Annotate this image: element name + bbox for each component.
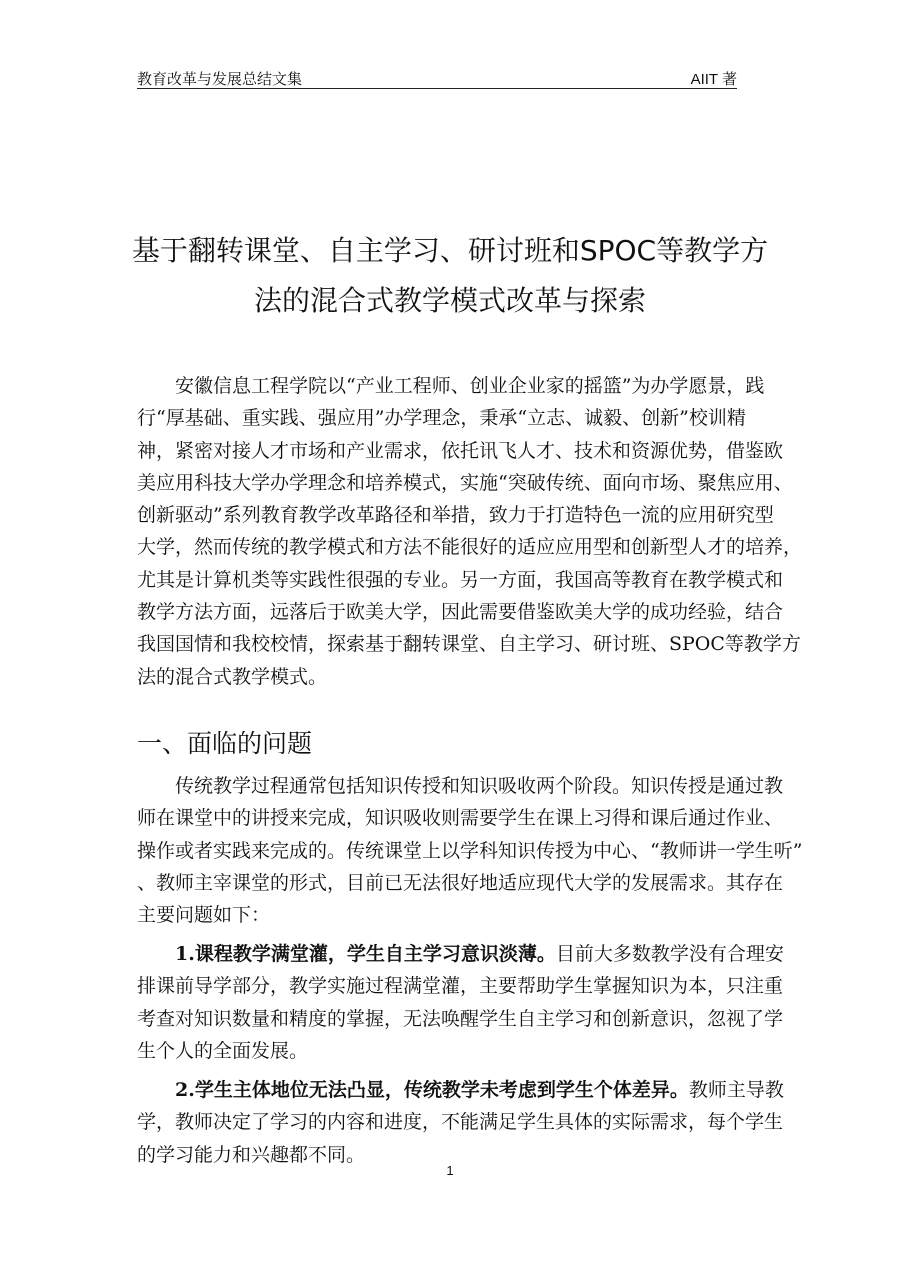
document-title bbox=[100, 226, 800, 326]
text-line: 大学，然而传统的教学模式和方法不能很好的适应应用型和创新型人才的培养， bbox=[137, 536, 803, 559]
text-line: 神，紧密对接人才市场和产业需求，依托讯飞人才、技术和资源优势，借鉴欧 bbox=[137, 439, 784, 462]
text-line bbox=[137, 1074, 784, 1106]
problem-item-2 bbox=[137, 1074, 784, 1171]
text-line: 我国国情和我校校情，探索基于翻转课堂、自主学习、研讨班、SPOC等教学方 bbox=[137, 633, 801, 656]
page-number: 1 bbox=[446, 1163, 454, 1178]
text-line: 创新驱动”系列教育教学改革路径和举措，致力于打造特色一流的应用研究型 bbox=[137, 504, 774, 527]
text-line: 考查对知识数量和精度的掌握，无法唤醒学生自主学习和创新意识，忽视了学 bbox=[137, 1007, 784, 1030]
text-line: 主要问题如下： bbox=[137, 904, 271, 927]
header-collection-title: 教育改革与发展总结文集 bbox=[137, 70, 303, 88]
text-line: 生个人的全面发展。 bbox=[137, 1039, 309, 1062]
text-line: 操作或者实践来完成的。传统课堂上以学科知识传授为中心、“教师讲一学生听” bbox=[137, 839, 803, 862]
title-line: 基于翻转课堂、自主学习、研讨班和SPOC等教学方 bbox=[131, 234, 769, 267]
section-paragraph bbox=[137, 770, 803, 931]
text-line: 学，教师决定了学习的内容和进度，不能满足学生具体的实际需求，每个学生 bbox=[137, 1111, 784, 1134]
text-line: 的学习能力和兴趣都不同。 bbox=[137, 1143, 366, 1166]
header-author: AIIT 著 bbox=[690, 71, 737, 88]
text-line: 师在课堂中的讲授来完成，知识吸收则需要学生在课上习得和课后通过作业、 bbox=[137, 807, 784, 830]
text-line: 美应用科技大学办学理念和培养模式，实施“突破传统、面向市场、聚焦应用、 bbox=[137, 471, 793, 494]
text-line: 、教师主宰课堂的形式，目前已无法很好地适应现代大学的发展需求。其存在 bbox=[137, 871, 784, 894]
item-heading: 2.学生主体地位无法凸显，传统教学未考虑到学生个体差异。 bbox=[137, 1079, 689, 1101]
text-line: 教学方法方面，远落后于欧美大学，因此需要借鉴欧美大学的成功经验，结合 bbox=[137, 601, 784, 624]
text-line: 排课前导学部分，教学实施过程满堂灌，主要帮助学生掌握知识为本，只注重 bbox=[137, 975, 784, 998]
item-heading: 1.课程教学满堂灌，学生自主学习意识淡薄。 bbox=[137, 943, 556, 965]
problem-item-1 bbox=[137, 938, 784, 1067]
text-line: 安徽信息工程学院以“产业工程师、创业企业家的摇篮”为办学愿景，践 bbox=[137, 375, 765, 397]
running-header bbox=[137, 66, 737, 89]
item-text: 教师主导教 bbox=[688, 1079, 784, 1101]
intro-paragraph bbox=[137, 370, 803, 693]
text-line bbox=[137, 938, 784, 970]
text-line: 传统教学过程通常包括知识传授和知识吸收两个阶段。知识传授是通过教 bbox=[137, 775, 784, 797]
text-line: 法的混合式教学模式。 bbox=[137, 665, 328, 688]
text-line: 行“厚基础、重实践、强应用”办学理念，秉承“立志、诚毅、创新”校训精 bbox=[137, 407, 746, 430]
title-line: 法的混合式教学模式改革与探索 bbox=[253, 284, 646, 317]
section-heading: 一、面临的问题 bbox=[137, 729, 313, 758]
text-line: 尤其是计算机类等实践性很强的专业。另一方面，我国高等教育在教学模式和 bbox=[137, 568, 784, 591]
item-text: 目前大多数教学没有合理安 bbox=[555, 943, 784, 965]
